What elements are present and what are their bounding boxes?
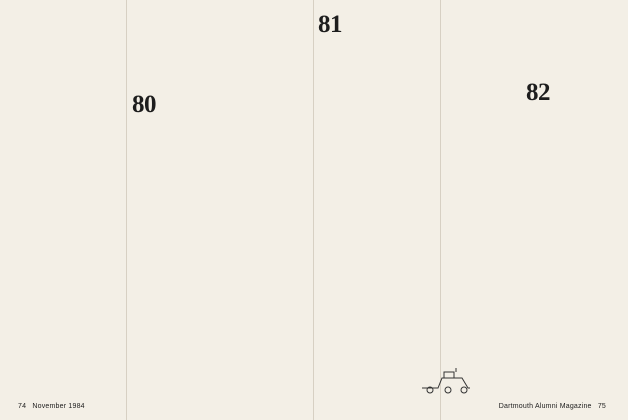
issue-month: November 1984	[32, 403, 85, 410]
class-number-81: 81	[318, 11, 342, 38]
column-1	[16, 14, 120, 384]
class-number-82: 82	[526, 79, 550, 106]
column-divider	[126, 0, 127, 420]
page-footer-right	[499, 403, 610, 410]
class-number-80: 80	[132, 91, 156, 118]
class-80-heading	[132, 91, 162, 118]
page-number-right: 75	[597, 403, 606, 410]
class-81-heading	[318, 11, 348, 38]
page-footer-left	[18, 403, 89, 410]
column-5	[526, 110, 612, 386]
page-number-left: 74	[18, 403, 27, 410]
column-divider	[440, 0, 441, 420]
column-3	[318, 40, 436, 390]
class-82-heading	[526, 79, 556, 106]
toy-train-illustration	[418, 366, 474, 396]
column-2	[132, 118, 306, 390]
column-4	[446, 14, 526, 374]
magazine-name: Dartmouth Alumni Magazine	[498, 403, 592, 410]
spread-gutter	[313, 0, 314, 420]
